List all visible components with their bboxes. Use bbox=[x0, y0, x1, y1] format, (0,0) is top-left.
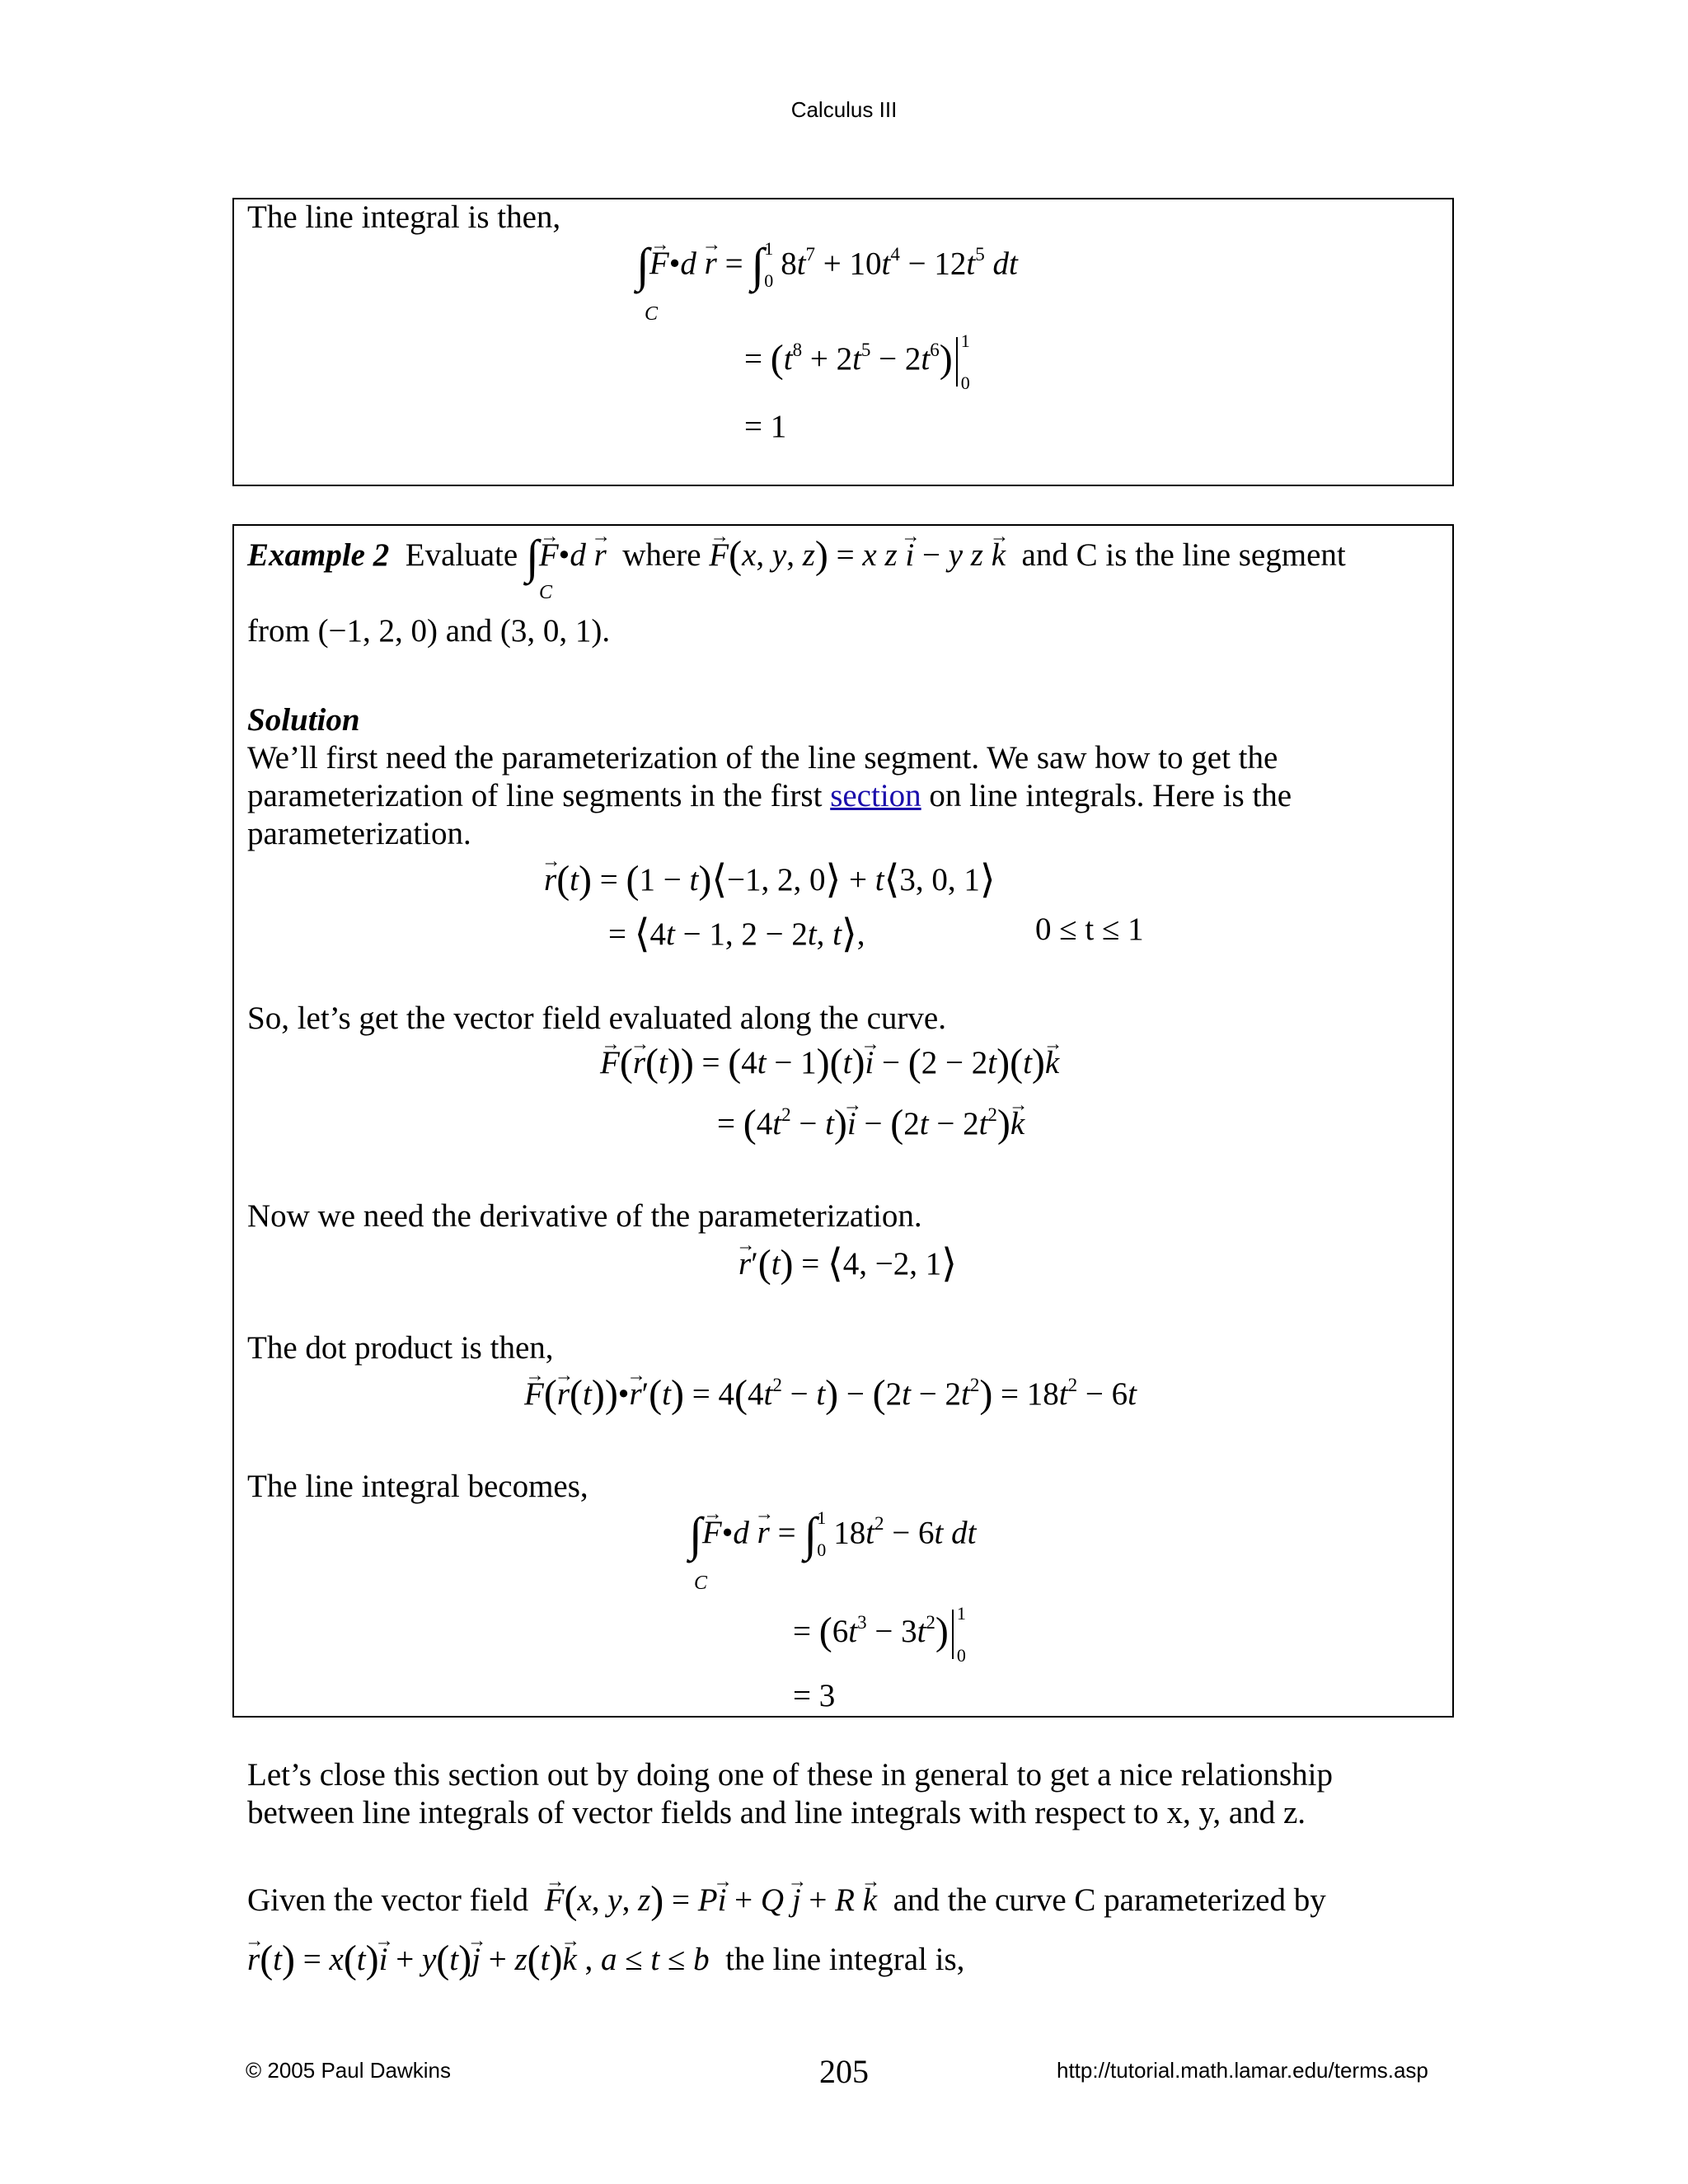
derivative-eq: → r′(t) = ⟨4, −2, 1⟩ bbox=[738, 1241, 957, 1286]
box1-eq2: = $(t^8 + 2t^5 - 2t^6)$ 1 0 bbox=[744, 336, 981, 387]
para1-line3: parameterization. bbox=[247, 816, 471, 851]
para1-text-before: parameterization of line segments in the first bbox=[247, 778, 831, 813]
closing-line4: → r(t) = x(t)→ i + y(t)→ j + z(t)→ k , a ≤ t ≤ b the line integral is, bbox=[247, 1937, 964, 1982]
evaluate-word: Evaluate bbox=[405, 537, 518, 574]
closing-line2: between line integrals of vector fields and line integrals with respect to x, y, and z. bbox=[247, 1795, 1306, 1830]
field-eq2: = $(4t^2 - t)\to i - (2t - 2t^2)\to k$ bbox=[717, 1101, 1025, 1146]
box1-intro: The line integral is then, bbox=[247, 199, 561, 235]
box1-eq3: = 1 bbox=[744, 409, 787, 444]
param-range: 0 ≤ t ≤ 1 bbox=[1035, 912, 1144, 947]
integral-c-subscript: C bbox=[694, 1572, 708, 1594]
param-eq1: → r(t) = (1 − t)⟨−1, 2, 0⟩ + t⟨3, 0, 1⟩ bbox=[544, 857, 996, 902]
para5: The line integral becomes, bbox=[247, 1469, 588, 1504]
example-c-subscript: C bbox=[539, 582, 553, 603]
point-1: (−1, 2, 0) bbox=[317, 613, 438, 649]
example-label: Example 2 bbox=[247, 537, 390, 574]
example-2-statement: Example 2 Evaluate ∫→ F•d → r where → F(x, y, z) = x z → i − y z → k and C is the line segment bbox=[247, 532, 1346, 579]
section-link[interactable]: section bbox=[830, 778, 921, 813]
c-description: and C is the line segment bbox=[1021, 537, 1346, 574]
field-eq1: → F(→ r(t)) = (4t − 1)(t)→ i − (2 − 2t)(t)→ k bbox=[600, 1040, 1059, 1085]
footer-copyright: © 2005 Paul Dawkins bbox=[246, 2058, 451, 2083]
integral-is-text: the line integral is, bbox=[725, 1942, 965, 1978]
curve-text: and the curve C parameterized by bbox=[893, 1882, 1326, 1919]
param-eq2: = ⟨4t − 1, 2 − 2t, t⟩, bbox=[608, 912, 865, 956]
para4: The dot product is then, bbox=[247, 1330, 554, 1366]
para1-text-after: on line integrals. Here is the bbox=[921, 778, 1292, 813]
box1-eq1: ∫→ F•d → r = ∫ 1 0 $8t^7 + 10t^4 - 12t^5$ dt bbox=[636, 244, 1018, 287]
point-2: (3, 0, 1). bbox=[499, 613, 611, 649]
line-integral-eq1: ∫→ F•d → r = ∫ 1 0 $18t^2 - 6t$ dt bbox=[689, 1513, 976, 1556]
closing-line3: Given the vector field → F(x, y, z) = P→ i + Q → j + R → k and the curve C parameterized by bbox=[247, 1877, 1326, 1923]
line-integral-eq2: = $(6t^3 - 3t^2)$ 1 0 bbox=[793, 1609, 977, 1659]
closing-line1: Let’s close this section out by doing one of these in general to get a nice relationship bbox=[247, 1757, 1333, 1793]
para1-line2 bbox=[247, 778, 1292, 815]
para3: Now we need the derivative of the parameterization. bbox=[247, 1198, 922, 1234]
box1-c-subscript: C bbox=[645, 303, 659, 325]
given-text: Given the vector field bbox=[247, 1882, 529, 1919]
para2: So, let’s get the vector field evaluated along the curve. bbox=[247, 1001, 946, 1036]
line-integral-eq3: = 3 bbox=[793, 1678, 836, 1713]
footer-url[interactable]: http://tutorial.math.lamar.edu/terms.asp bbox=[1057, 2058, 1428, 2083]
page-number: 205 bbox=[819, 2053, 869, 2090]
dot-product-eq: → F(→ r(t))•→ $r'(t) = 4(4t^2 - t) - (2t - 2t^2) = 18t^2 - 6t$ bbox=[524, 1371, 1137, 1417]
where-word: where bbox=[622, 537, 701, 574]
solution-heading: Solution bbox=[247, 702, 360, 738]
page-header: Calculus III bbox=[790, 97, 898, 122]
from-word: from bbox=[247, 613, 310, 649]
para1-line1: We’ll first need the parameterization of the line segment. We saw how to get the bbox=[247, 740, 1278, 776]
and-word: and bbox=[445, 613, 493, 649]
example-2-endpoints bbox=[247, 613, 610, 650]
